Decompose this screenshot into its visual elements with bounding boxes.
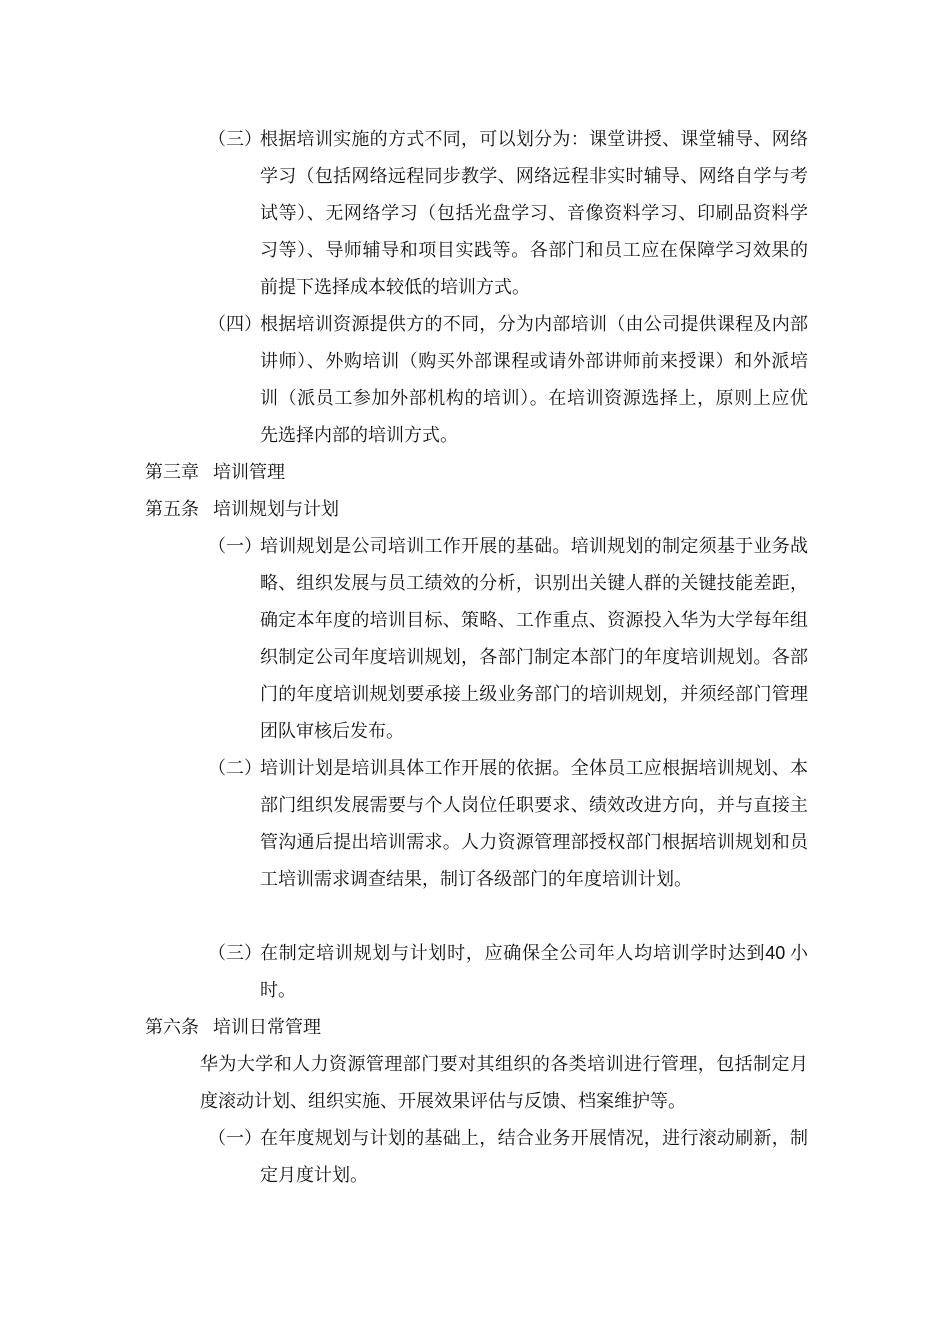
chapter-title: 培训管理 — [213, 462, 285, 483]
item-number: （三） — [208, 129, 262, 150]
list-item-hours — [208, 935, 808, 1009]
article-title: 培训日常管理 — [213, 1017, 321, 1038]
item-number: （二） — [208, 758, 262, 779]
hours-text-after: 小时。 — [260, 943, 809, 1001]
hours-value: 40 — [765, 943, 786, 963]
article-label: 第六条 — [145, 1017, 199, 1038]
item-text: 培训计划是培训具体工作开展的依据。全体员工应根据培训规划、本部门组织发展需要与个人岗位任职要求、绩效改进方向，并与直接主管沟通后提出培训需求。人力资源管理部授权部门根据培训规划和员工培训需求调查结果，制订各级部门的年度培训计划。 — [260, 758, 808, 890]
item-number: （一） — [208, 1128, 262, 1149]
item-text: 根据培训实施的方式不同，可以划分为：课堂讲授、课堂辅导、网络学习（包括网络远程同步教学、网络远程非实时辅导、网络自学与考试等）、无网络学习（包括光盘学习、音像资料学习、印刷品资料学习等）、导师辅导和项目实践等。各部门和员工应在保障学习效果的前提下选择成本较低的培训方式。 — [260, 129, 808, 298]
hours-text-before: 在制定培训规划与计划时，应确保全公司年人均培训学时达到 — [260, 943, 766, 964]
chapter-heading — [145, 454, 285, 491]
item-text: 根据培训资源提供方的不同，分为内部培训（由公司提供课程及内部讲师）、外购培训（购买外部课程或请外部讲师前来授课）和外派培训（派员工参加外部机构的培训）。在培训资源选择上，原则上应优先选择内部的培训方式。 — [260, 314, 808, 446]
item-number: （四） — [208, 314, 262, 335]
list-item-plan — [208, 750, 808, 898]
article-paragraph: 华为大学和人力资源管理部门要对其组织的各类培训进行管理，包括制定月度滚动计划、组织实施、开展效果评估与反馈、档案维护等。 — [200, 1054, 808, 1112]
list-item-method — [208, 121, 808, 306]
article-label: 第五条 — [145, 499, 199, 520]
chapter-label: 第三章 — [145, 462, 199, 483]
list-item-planning — [208, 528, 808, 750]
article-heading — [145, 1009, 321, 1046]
item-number: （一） — [208, 536, 262, 557]
article-title: 培训规划与计划 — [213, 499, 339, 520]
list-item-resource — [208, 306, 808, 454]
item-text: 培训规划是公司培训工作开展的基础。培训规划的制定须基于业务战略、组织发展与员工绩效的分析，识别出关键人群的关键技能差距，确定本年度的培训目标、策略、工作重点、资源投入华为大学每年组织制定公司年度培训规划，各部门制定本部门的年度培训规划。各部门的年度培训规划要承接上级业务部门的培训规划，并须经部门管理团队审核后发布。 — [260, 536, 808, 742]
article-heading — [145, 491, 339, 528]
list-item-monthly — [208, 1120, 808, 1194]
item-number: （三） — [208, 943, 262, 964]
item-text: 在年度规划与计划的基础上，结合业务开展情况，进行滚动刷新，制定月度计划。 — [260, 1128, 808, 1186]
item-text — [260, 935, 808, 1009]
